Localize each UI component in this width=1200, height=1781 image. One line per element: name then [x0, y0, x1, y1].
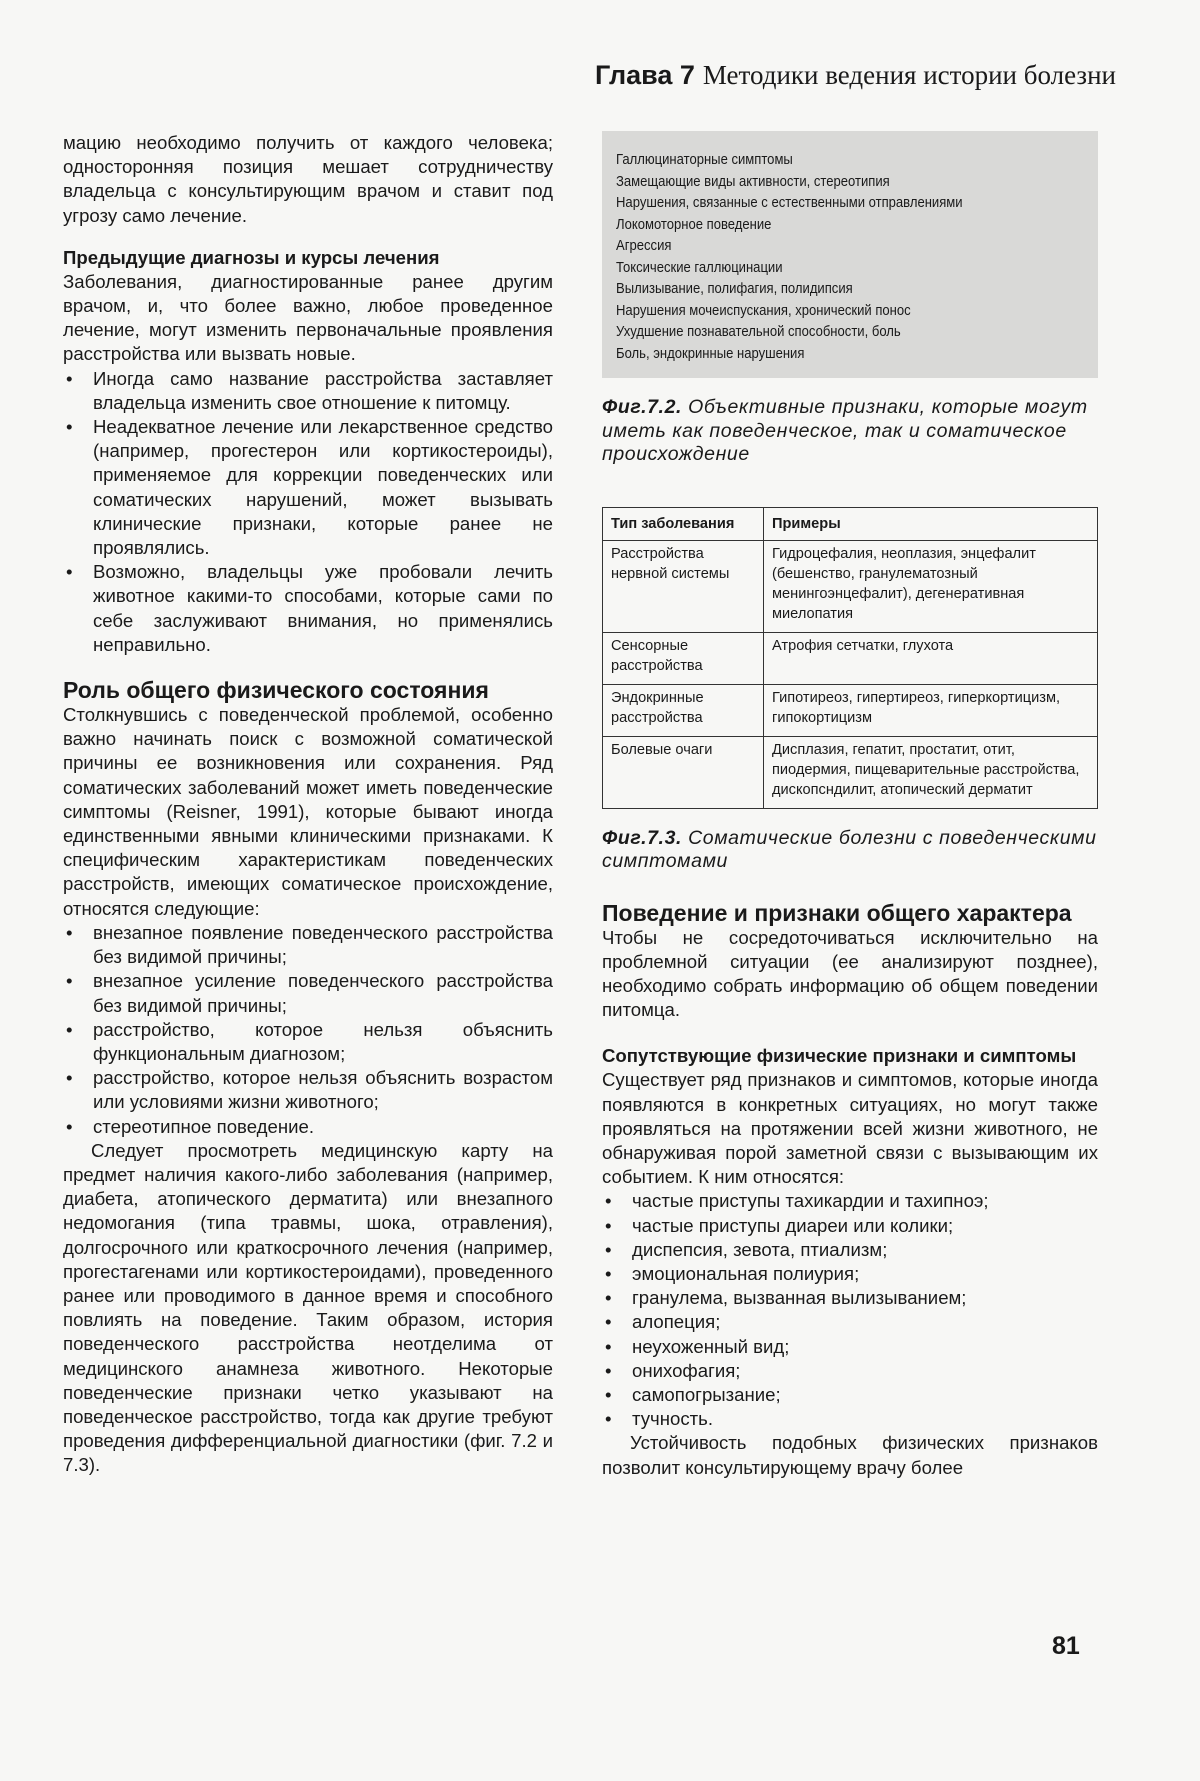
caption-text: Объективные признаки, которые могут иметь как поведенческое, так и соматическое происхождение: [602, 396, 1088, 465]
figure-7-3-table: [602, 507, 1098, 809]
table-cell: Болевые очаги: [603, 736, 764, 808]
list-item: • расстройство, которое нельзя объяснить возрастом или условиями жизни животного;: [63, 1066, 553, 1114]
table-row: [603, 684, 1098, 736]
figure-item: Токсические галлюцинации: [616, 258, 783, 276]
figure-item: Агрессия: [616, 237, 672, 254]
table-header: Примеры: [764, 507, 1098, 540]
figure-7-2-box: [602, 131, 1098, 378]
chapter-label: Глава 7: [595, 60, 695, 90]
paragraph-physical-signs: Существует ряд признаков и симптомов, которые иногда появляются в конкретных ситуациях, но могут также проявляться на протяжении всей жизни животного, не обнаруживая порой заметной связи с вызывающим их событием. К ним относятся:: [602, 1069, 1098, 1188]
paragraph-previous-diagnoses: Заболевания, диагностированные ранее другим врачом, и, что более важно, любое проведенное лечение, могут изменить первоначальные проявления расстройства или вызвать новые.: [63, 270, 553, 365]
table-header: Тип заболевания: [603, 507, 764, 540]
list-item: • алопеция;: [602, 1310, 1098, 1334]
list-item: • частые приступы тахикардии и тахипноэ;: [602, 1189, 1098, 1213]
list-item: • Возможно, владельцы уже пробовали лечить животное какими-то способами, которые сами по себе заслуживают внимания, но применялись неправильно.: [63, 560, 553, 657]
list-item: • диспепсия, зевота, птиализм;: [602, 1238, 1098, 1262]
table-row: [603, 736, 1098, 808]
heading-behavior: Поведение и признаки общего характера: [602, 899, 1072, 926]
list-item: • стереотипное поведение.: [63, 1115, 553, 1139]
table-header-row: [603, 507, 1098, 540]
list-item: • Неадекватное лечение или лекарственное средство (например, прогестерон или кортикостероиды), применяемое для коррекции поведенческих или соматических нарушений, может вызывать клинические признаки, которые ранее не проявлялись.: [63, 415, 553, 560]
figure-number: Фиг.7.2.: [602, 396, 683, 418]
list-item: • гранулема, вызванная вылизыванием;: [602, 1286, 1098, 1310]
figure-7-3-caption: [602, 827, 1098, 874]
table-cell: Атрофия сетчатки, глухота: [764, 632, 1098, 684]
list-item: • онихофагия;: [602, 1359, 1098, 1383]
caption-text: Соматические болезни с поведенческими симптомами: [602, 826, 1097, 872]
table-cell: Дисплазия, гепатит, простатит, отит, пиодермия, пищеварительные расстройства, дископсндилит, атопический дерматит: [764, 736, 1098, 808]
table-cell: Сенсорные расстройства: [603, 632, 764, 684]
figure-item: Галлюцинаторные симптомы: [616, 151, 793, 168]
page-number: 81: [1052, 1632, 1080, 1660]
list-item: • самопогрызание;: [602, 1383, 1098, 1407]
paragraph-behavior: Чтобы не сосредоточиваться исключительно на проблемной ситуации (ее анализируют позднее), необходимо собрать информацию об общем поведении питомца.: [602, 926, 1098, 1021]
running-header: [595, 60, 1116, 91]
list-previous: [63, 367, 553, 657]
table-cell: Гидроцефалия, неоплазия, энцефалит (бешенство, гранулематозный менингоэнцефалит), дегенеративная миелопатия: [764, 540, 1098, 632]
figure-item: Боль, эндокринные нарушения: [616, 344, 805, 362]
list-item: • неухоженный вид;: [602, 1335, 1098, 1359]
paragraph-intro: мацию необходимо получить от каждого человека; односторонняя позиция мешает сотрудничеству владельца с консультирующим врачом и ставит под угрозу само лечение.: [63, 132, 553, 226]
list-item: • частые приступы диареи или колики;: [602, 1214, 1098, 1238]
paragraph-physical-state: Столкнувшись с поведенческой проблемой, особенно важно начинать поиск с возможной соматической причины ее возникновения или сохранения. Ряд соматических заболеваний может иметь поведенческие симптомы (Reisner, 1991), которые бывают иногда единственными явными клиническими признаками. К специфическим характеристикам поведенческих расстройств, имеющих соматическое происхождение, относятся следующие:: [63, 704, 553, 919]
table-row: [603, 632, 1098, 684]
heading-physical-signs: Сопутствующие физические признаки и симптомы: [602, 1045, 1077, 1067]
list-somatic-features: [63, 921, 553, 1139]
right-column: [602, 131, 1098, 1480]
figure-item: Локомоторное поведение: [616, 215, 772, 233]
table-cell: Расстройства нервной системы: [603, 540, 764, 632]
figure-item: Замещающие виды активности, стереотипия: [616, 172, 890, 190]
table-cell: Гипотиреоз, гипертиреоз, гиперкортицизм, гипокортицизм: [764, 684, 1098, 736]
list-item: • Иногда само название расстройства заставляет владельца изменить свое отношение к питомцу.: [63, 367, 553, 415]
figure-item: Ухудшение познавательной способности, боль: [616, 323, 901, 340]
figure-number: Фиг.7.3.: [602, 826, 683, 849]
list-item: • расстройство, которое нельзя объяснить функциональным диагнозом;: [63, 1018, 553, 1066]
left-column: [63, 131, 553, 1478]
figure-item: Нарушения мочеиспускания, хронический понос: [616, 301, 911, 319]
heading-physical-state: Роль общего физического состояния: [63, 677, 489, 704]
paragraph-medical-card: Следует просмотреть медицинскую карту на предмет наличия какого-либо заболевания (например, диабета, атопического дерматита) или внезапного недомогания (типа травмы, шока, отравления), долгосрочного или краткосрочного лечения (например, прогестагенами или кортикостероидами), проведенного ранее или проводимого в данное время и способного повлиять на поведение. Таким образом, история поведенческого расстройства неотделима от медицинского анамнеза животного. Некоторые поведенческие признаки четко указывают на поведенческое расстройство, тогда как другие требуют проведения дифференциальной диагностики (фиг. 7.2 и 7.3).: [63, 1139, 553, 1476]
list-item: • внезапное появление поведенческого расстройства без видимой причины;: [63, 921, 553, 969]
figure-7-2-caption: [602, 396, 1098, 467]
heading-previous-diagnoses: Предыдущие диагнозы и курсы лечения: [63, 246, 440, 268]
figure-item: Вылизывание, полифагия, полидипсия: [616, 280, 853, 297]
table-row: [603, 540, 1098, 632]
table-cell: Эндокринные расстройства: [603, 684, 764, 736]
list-physical-signs: [602, 1189, 1098, 1431]
list-item: • тучность.: [602, 1407, 1098, 1431]
list-item: • эмоциональная полиурия;: [602, 1262, 1098, 1286]
chapter-title: Методики ведения истории болезни: [702, 60, 1116, 90]
paragraph-closing: Устойчивость подобных физических признаков позволит консультирующему врачу более: [602, 1432, 1098, 1478]
list-item: • внезапное усиление поведенческого расстройства без видимой причины;: [63, 969, 553, 1017]
figure-item: Нарушения, связанные с естественными отправлениями: [616, 194, 963, 211]
